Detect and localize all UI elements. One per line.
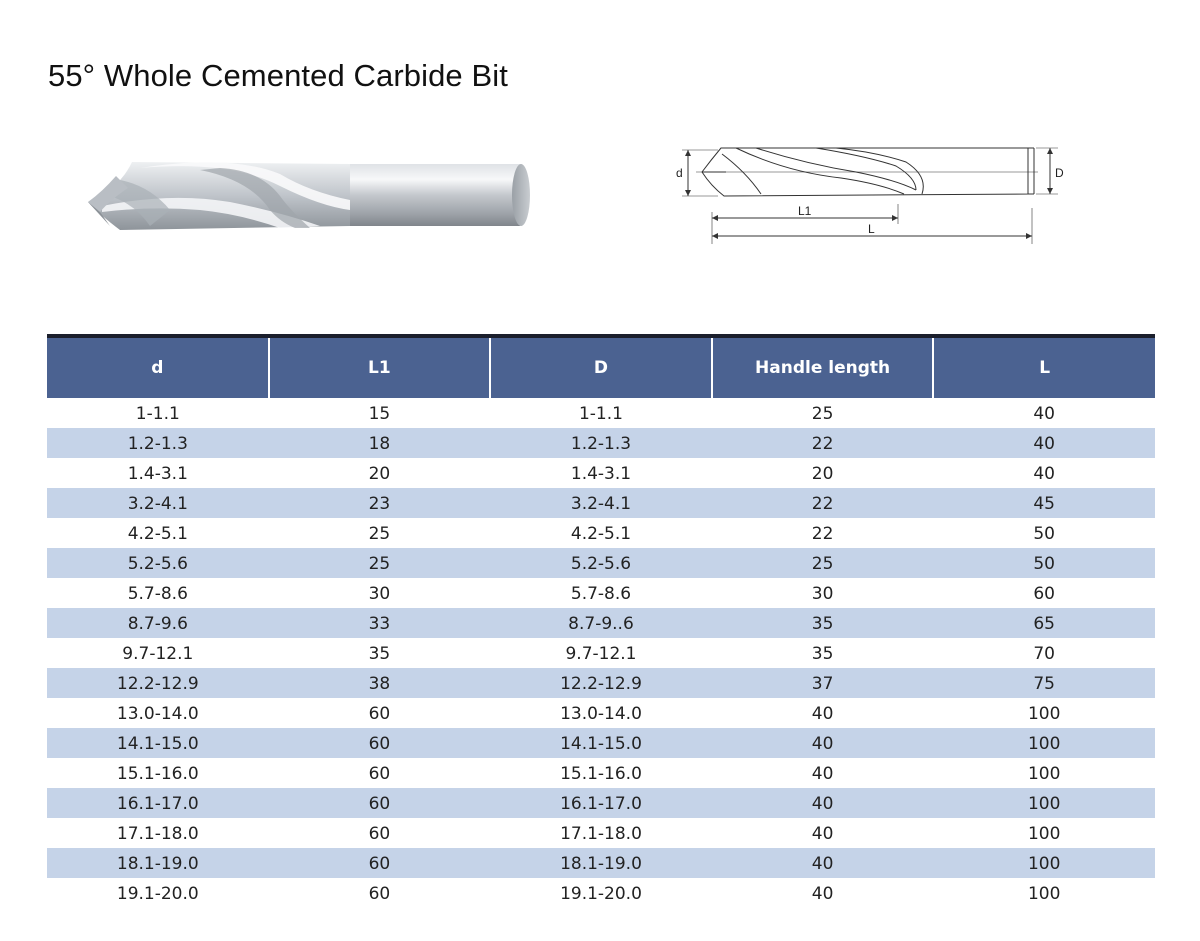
table-row (47, 878, 1155, 908)
header-l: L (933, 338, 1155, 398)
cell-l: 75 (933, 668, 1155, 698)
cell-d: 14.1-15.0 (47, 728, 269, 758)
table-row (47, 548, 1155, 578)
header-d: d (47, 338, 269, 398)
table-row (47, 848, 1155, 878)
header-D: D (490, 338, 712, 398)
cell-d: 1.2-1.3 (47, 428, 269, 458)
cell-D: 5.7-8.6 (490, 578, 712, 608)
cell-d: 16.1-17.0 (47, 788, 269, 818)
table-row (47, 488, 1155, 518)
cell-d: 8.7-9.6 (47, 608, 269, 638)
cell-handle-length: 40 (712, 818, 934, 848)
cell-handle-length: 40 (712, 848, 934, 878)
cell-D: 4.2-5.1 (490, 518, 712, 548)
cell-handle-length: 25 (712, 548, 934, 578)
cell-l1: 18 (269, 428, 491, 458)
cell-l: 100 (933, 848, 1155, 878)
table-row (47, 398, 1155, 428)
table-header-row (47, 338, 1155, 398)
cell-d: 9.7-12.1 (47, 638, 269, 668)
cell-l: 50 (933, 548, 1155, 578)
cell-l1: 35 (269, 638, 491, 668)
header-handle-length: Handle length (712, 338, 934, 398)
cell-l1: 30 (269, 578, 491, 608)
table-row (47, 518, 1155, 548)
table-body (47, 398, 1155, 908)
cell-D: 14.1-15.0 (490, 728, 712, 758)
header-l1: L1 (269, 338, 491, 398)
cell-D: 12.2-12.9 (490, 668, 712, 698)
cell-handle-length: 25 (712, 398, 934, 428)
cell-d: 17.1-18.0 (47, 818, 269, 848)
cell-handle-length: 37 (712, 668, 934, 698)
diagram-label-L1: L1 (798, 204, 812, 218)
cell-l1: 60 (269, 818, 491, 848)
table-row (47, 668, 1155, 698)
cell-l: 100 (933, 818, 1155, 848)
cell-D: 1-1.1 (490, 398, 712, 428)
table-row (47, 698, 1155, 728)
cell-l1: 25 (269, 518, 491, 548)
cell-l: 100 (933, 758, 1155, 788)
cell-D: 3.2-4.1 (490, 488, 712, 518)
cell-l1: 23 (269, 488, 491, 518)
table-row (47, 788, 1155, 818)
table-row (47, 578, 1155, 608)
cell-d: 15.1-16.0 (47, 758, 269, 788)
cell-l1: 60 (269, 878, 491, 908)
cell-d: 3.2-4.1 (47, 488, 269, 518)
cell-l: 100 (933, 788, 1155, 818)
cell-handle-length: 40 (712, 788, 934, 818)
spec-table (47, 338, 1155, 908)
cell-l1: 33 (269, 608, 491, 638)
table-row (47, 758, 1155, 788)
cell-D: 17.1-18.0 (490, 818, 712, 848)
cell-l1: 20 (269, 458, 491, 488)
cell-d: 1-1.1 (47, 398, 269, 428)
table-row (47, 728, 1155, 758)
cell-l1: 60 (269, 788, 491, 818)
table-row (47, 608, 1155, 638)
cell-handle-length: 40 (712, 698, 934, 728)
cell-l1: 25 (269, 548, 491, 578)
cell-l: 100 (933, 878, 1155, 908)
diagram-label-L: L (868, 222, 875, 236)
cell-l: 45 (933, 488, 1155, 518)
cell-handle-length: 40 (712, 758, 934, 788)
cell-l: 65 (933, 608, 1155, 638)
cell-l: 100 (933, 698, 1155, 728)
cell-l1: 15 (269, 398, 491, 428)
cell-D: 19.1-20.0 (490, 878, 712, 908)
cell-d: 13.0-14.0 (47, 698, 269, 728)
cell-d: 12.2-12.9 (47, 668, 269, 698)
cell-D: 9.7-12.1 (490, 638, 712, 668)
cell-handle-length: 35 (712, 638, 934, 668)
cell-d: 19.1-20.0 (47, 878, 269, 908)
cell-l: 50 (933, 518, 1155, 548)
cell-D: 1.4-3.1 (490, 458, 712, 488)
cell-handle-length: 35 (712, 608, 934, 638)
table-row (47, 818, 1155, 848)
table-row (47, 458, 1155, 488)
cell-d: 4.2-5.1 (47, 518, 269, 548)
cell-d: 5.2-5.6 (47, 548, 269, 578)
cell-l1: 60 (269, 698, 491, 728)
cell-l1: 60 (269, 848, 491, 878)
cell-l: 40 (933, 428, 1155, 458)
cell-l1: 38 (269, 668, 491, 698)
cell-handle-length: 22 (712, 488, 934, 518)
cell-l: 40 (933, 458, 1155, 488)
cell-handle-length: 40 (712, 728, 934, 758)
page-title: 55° Whole Cemented Carbide Bit (48, 58, 508, 93)
cell-handle-length: 22 (712, 518, 934, 548)
cell-D: 18.1-19.0 (490, 848, 712, 878)
diagram-label-D: D (1055, 166, 1064, 180)
table-row (47, 428, 1155, 458)
cell-D: 16.1-17.0 (490, 788, 712, 818)
spec-table-container (47, 334, 1155, 908)
cell-l: 70 (933, 638, 1155, 668)
cell-l1: 60 (269, 758, 491, 788)
cell-handle-length: 20 (712, 458, 934, 488)
cell-l: 40 (933, 398, 1155, 428)
cell-l: 60 (933, 578, 1155, 608)
cell-handle-length: 22 (712, 428, 934, 458)
cell-D: 1.2-1.3 (490, 428, 712, 458)
diagram-label-d: d (676, 166, 683, 180)
cell-d: 18.1-19.0 (47, 848, 269, 878)
table-row (47, 638, 1155, 668)
drill-bit-photo (80, 140, 550, 250)
cell-D: 15.1-16.0 (490, 758, 712, 788)
cell-D: 8.7-9..6 (490, 608, 712, 638)
cell-handle-length: 30 (712, 578, 934, 608)
cell-l: 100 (933, 728, 1155, 758)
cell-D: 5.2-5.6 (490, 548, 712, 578)
cell-d: 1.4-3.1 (47, 458, 269, 488)
cell-d: 5.7-8.6 (47, 578, 269, 608)
cell-handle-length: 40 (712, 878, 934, 908)
cell-l1: 60 (269, 728, 491, 758)
dimension-diagram (666, 132, 1070, 252)
cell-D: 13.0-14.0 (490, 698, 712, 728)
